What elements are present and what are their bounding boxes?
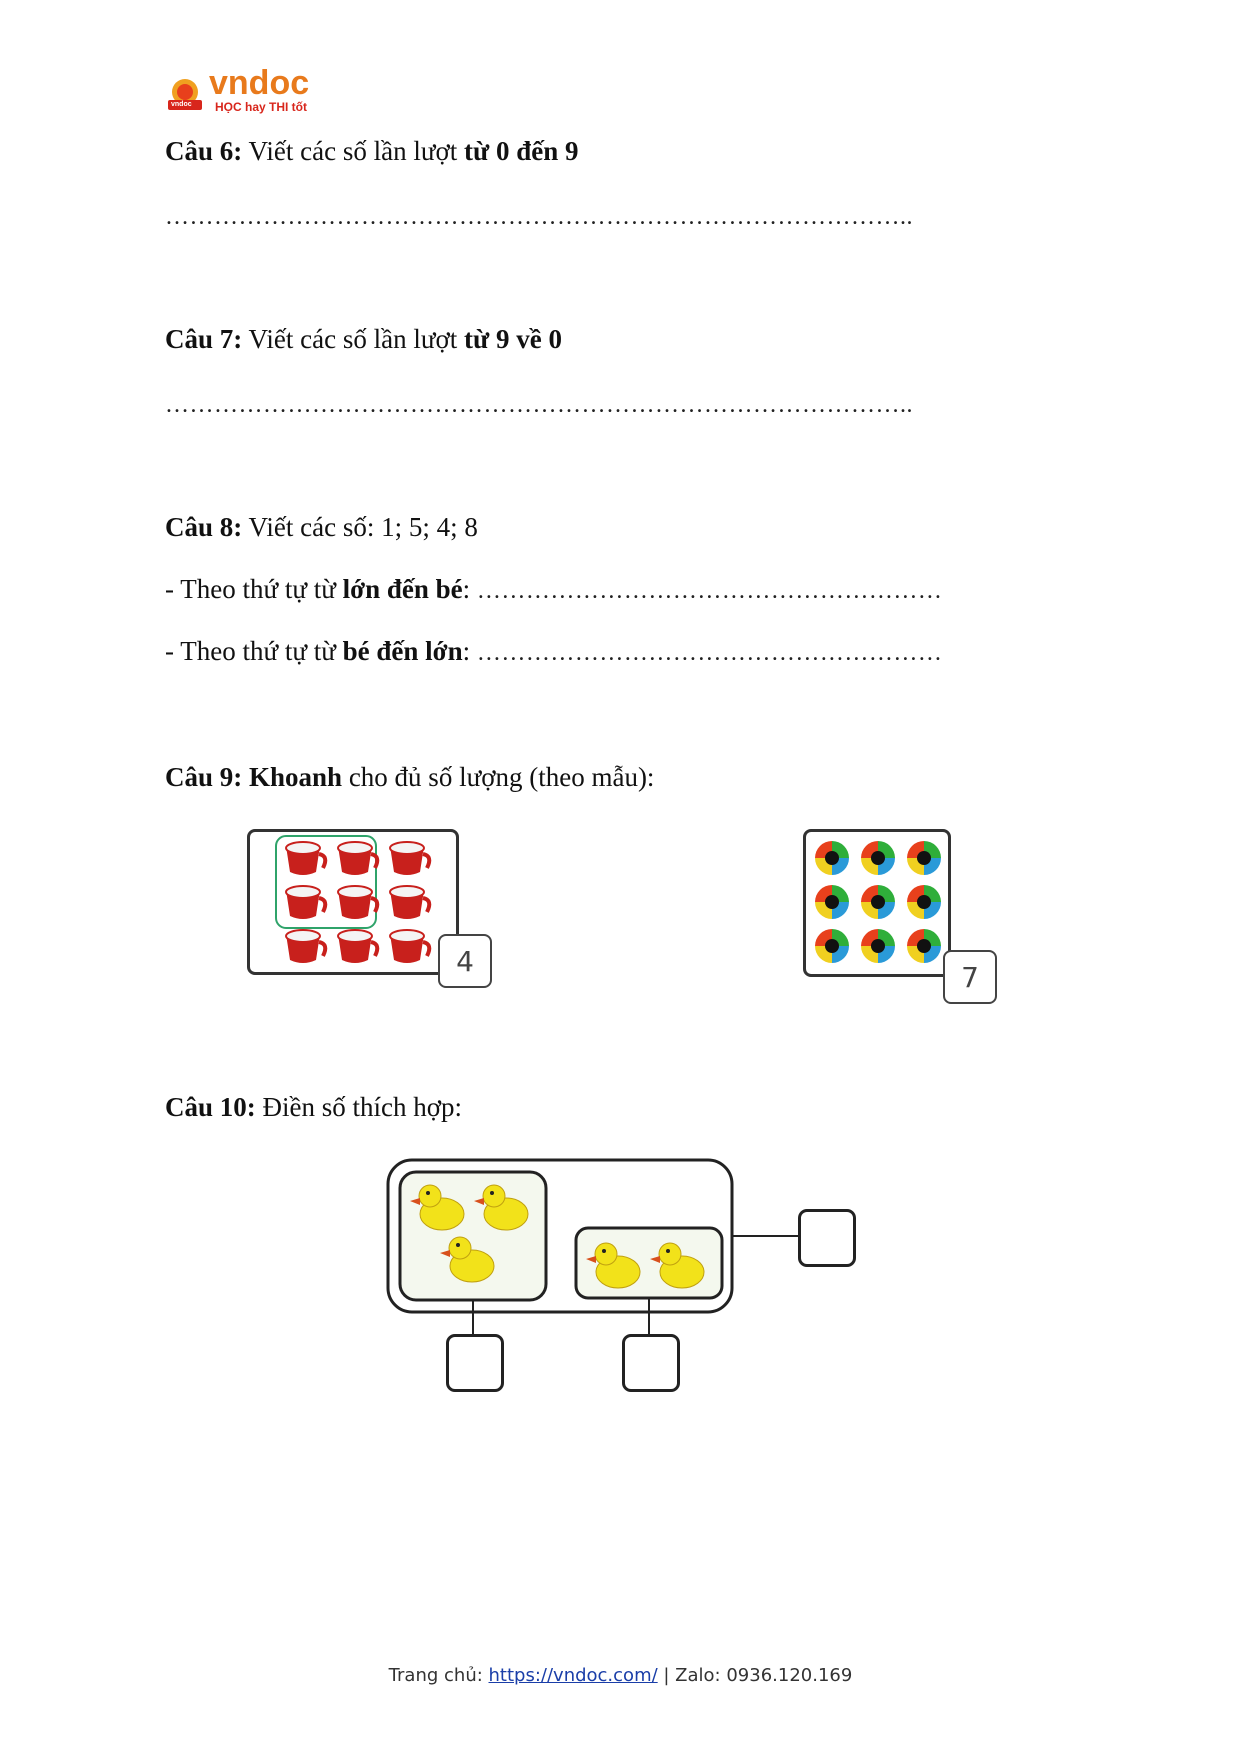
question-6-label: Câu 6: <box>165 136 243 166</box>
balls-box[interactable] <box>803 829 951 977</box>
question-10-text: Điền số thích hợp: <box>255 1092 463 1122</box>
cup-icon <box>390 930 429 963</box>
ball-icon <box>861 841 895 875</box>
line1-pre: - Theo thứ tự từ <box>165 574 343 604</box>
cup-icon <box>390 886 429 919</box>
question-6-answer-line[interactable]: ……………………………………………………………………………….. <box>165 204 913 230</box>
balls-grid <box>806 832 948 974</box>
question-7-bold: từ 9 về 0 <box>464 324 562 354</box>
line1-post: : <box>462 574 477 604</box>
line1-bold: lớn đến bé <box>342 574 463 604</box>
cup-icon <box>286 930 325 963</box>
cup-icon <box>390 842 429 875</box>
footer-suffix: | Zalo: 0936.120.169 <box>657 1665 853 1686</box>
cup-icon <box>338 842 377 875</box>
question-8-label: Câu 8: <box>165 512 243 542</box>
question-9-text: cho đủ số lượng (theo mẫu): <box>342 762 655 792</box>
footer <box>0 1665 1241 1686</box>
question-8-answer-asc[interactable]: ………………………………………………… <box>476 640 943 666</box>
footer-prefix: Trang chủ: <box>388 1665 489 1686</box>
question-8-answer-desc[interactable]: ………………………………………………… <box>476 578 943 604</box>
question-9-bold: Khoanh <box>242 762 343 792</box>
question-9-label: Câu 9: <box>165 762 243 792</box>
ball-icon <box>861 885 895 919</box>
logo-brand: vndoc <box>209 64 310 102</box>
cups-count-box: 4 <box>438 934 492 988</box>
total-answer-box[interactable] <box>798 1209 856 1267</box>
question-8-line-asc <box>165 636 942 667</box>
cups-example-box <box>247 829 459 975</box>
ball-icon <box>815 885 849 919</box>
question-6 <box>165 136 578 167</box>
question-6-bold: từ 0 đến 9 <box>464 136 579 166</box>
ball-icon <box>861 929 895 963</box>
cup-icon <box>286 886 325 919</box>
ball-icon <box>815 841 849 875</box>
question-9 <box>165 762 654 793</box>
ball-icon <box>907 885 941 919</box>
footer-link[interactable]: https://vndoc.com/ <box>488 1665 658 1686</box>
line2-pre: - Theo thứ tự từ <box>165 636 343 666</box>
cups-grid <box>250 832 456 972</box>
group-a-answer-box[interactable] <box>446 1334 504 1392</box>
ball-icon <box>907 929 941 963</box>
cup-icon <box>286 842 325 875</box>
question-10-label: Câu 10: <box>165 1092 256 1122</box>
group-b-answer-box[interactable] <box>622 1334 680 1392</box>
balls-count-box: 7 <box>943 950 997 1004</box>
question-7-label: Câu 7: <box>165 324 243 354</box>
question-8-line-desc <box>165 574 942 605</box>
question-6-text: Viết các số lần lượt <box>242 136 465 166</box>
question-7-answer-line[interactable]: ……………………………………………………………………………….. <box>165 392 913 418</box>
ball-icon <box>907 841 941 875</box>
question-7 <box>165 324 562 355</box>
question-8-text: Viết các số: 1; 5; 4; 8 <box>242 512 478 542</box>
line2-bold: bé đến lớn <box>342 636 463 666</box>
ball-icon <box>815 929 849 963</box>
line2-post: : <box>462 636 477 666</box>
logo-badge: vndoc <box>171 101 192 108</box>
logo-tagline: HỌC hay THI tốt <box>215 100 307 114</box>
cup-icon <box>338 930 377 963</box>
question-10 <box>165 1092 462 1123</box>
question-7-text: Viết các số lần lượt <box>242 324 465 354</box>
vndoc-logo <box>165 64 325 120</box>
question-8 <box>165 512 478 543</box>
cup-icon <box>338 886 377 919</box>
